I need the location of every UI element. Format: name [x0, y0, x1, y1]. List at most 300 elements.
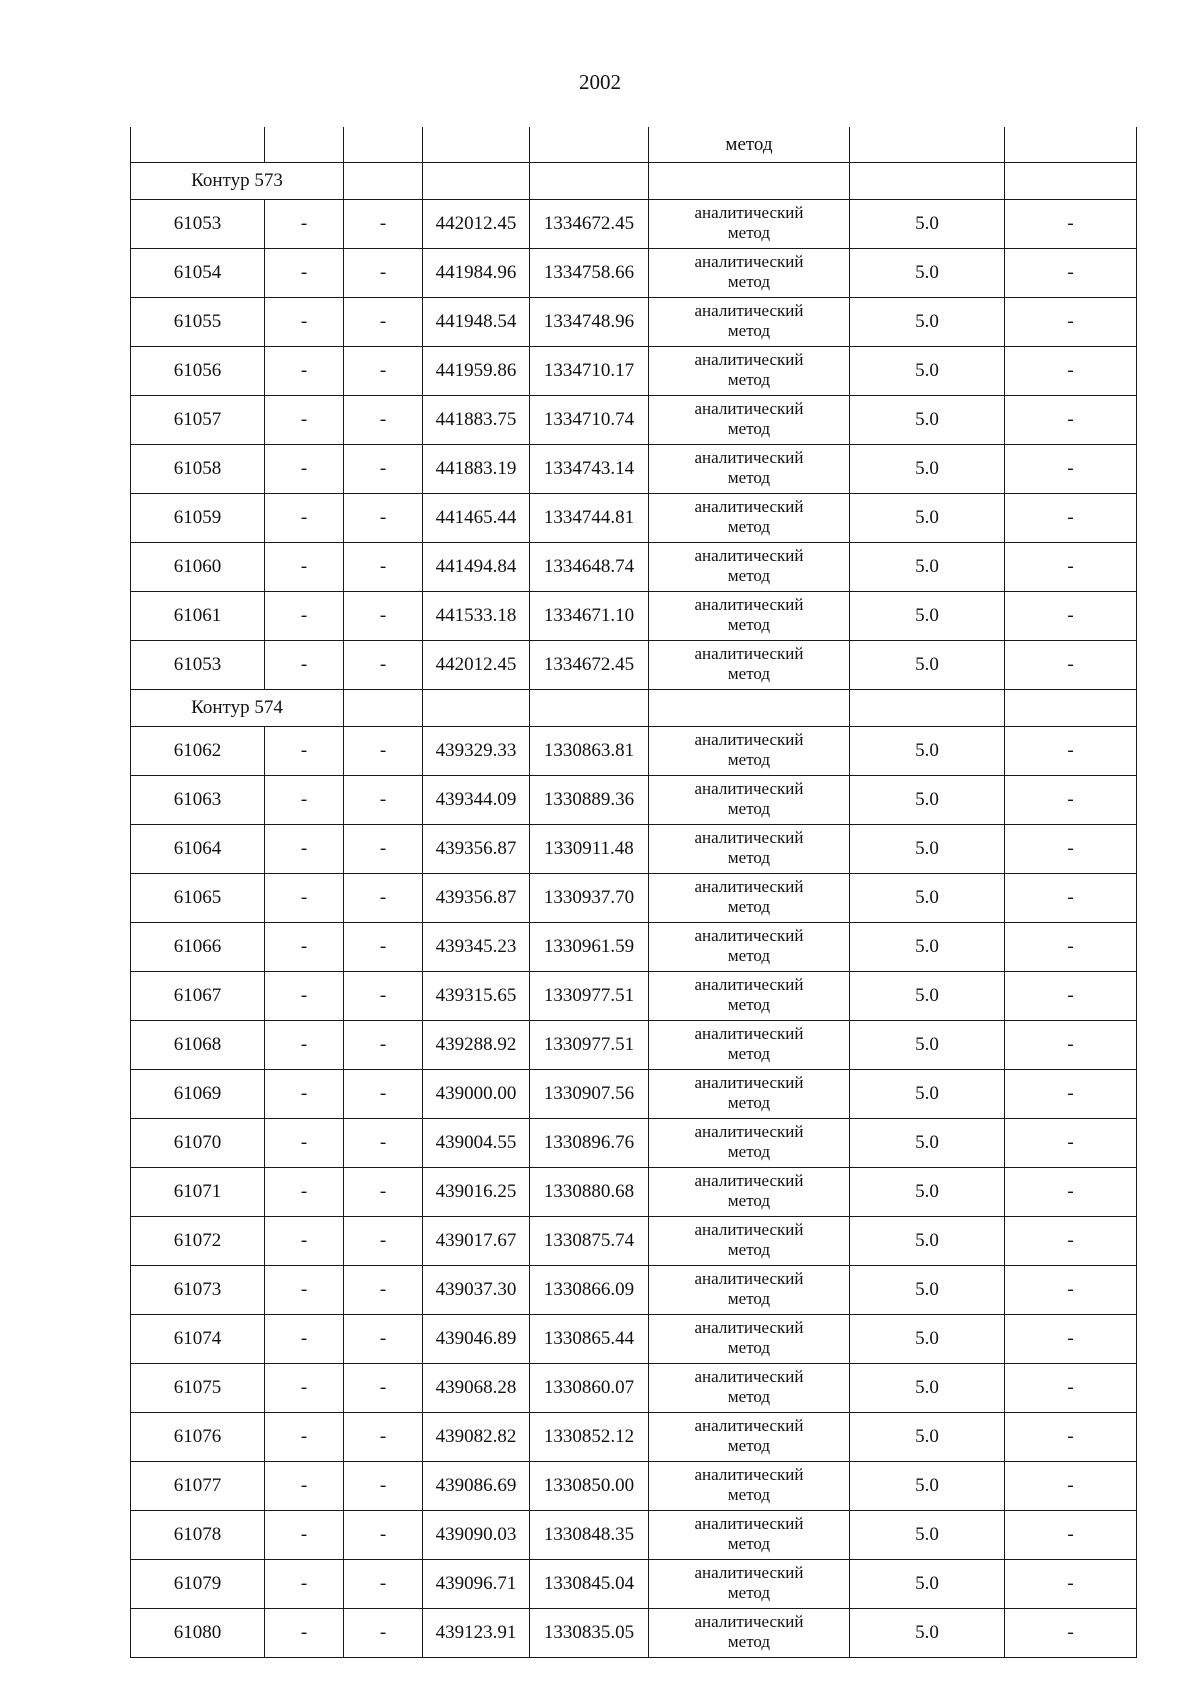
accuracy-cell: 5.0 [850, 923, 1005, 972]
empty-value-cell: - [265, 923, 344, 972]
empty-value-cell: - [344, 923, 423, 972]
y-coordinate-cell: 1334748.96 [530, 298, 649, 347]
accuracy-cell: 5.0 [850, 776, 1005, 825]
point-id-cell: 61080 [131, 1609, 265, 1658]
point-id-cell: 61073 [131, 1266, 265, 1315]
table-row [131, 592, 1137, 641]
note-cell: - [1005, 249, 1137, 298]
method-line-1: аналитический [694, 497, 804, 516]
note-cell: - [1005, 200, 1137, 249]
table-cell [530, 690, 649, 727]
method-line-1: аналитический [694, 448, 804, 467]
method-line-1: аналитический [694, 1612, 804, 1631]
y-coordinate-cell: 1330845.04 [530, 1560, 649, 1609]
table-row [131, 1560, 1137, 1609]
method-line-2: метод [727, 1534, 771, 1553]
table-row [131, 1315, 1137, 1364]
empty-value-cell: - [344, 1462, 423, 1511]
section-header-row [131, 690, 1137, 727]
continuation-row [131, 127, 1137, 163]
method-cell [649, 825, 850, 874]
note-cell: - [1005, 298, 1137, 347]
method-cell [649, 1413, 850, 1462]
accuracy-cell: 5.0 [850, 1119, 1005, 1168]
table-cell [423, 690, 530, 727]
empty-value-cell: - [265, 1609, 344, 1658]
method-line-2: метод [727, 1289, 771, 1308]
x-coordinate-cell: 439123.91 [423, 1609, 530, 1658]
note-cell: - [1005, 1315, 1137, 1364]
accuracy-cell: 5.0 [850, 1462, 1005, 1511]
x-coordinate-cell: 439329.33 [423, 727, 530, 776]
method-line-1: аналитический [694, 877, 804, 896]
method-line-1: аналитический [694, 1073, 804, 1092]
point-id-cell: 61077 [131, 1462, 265, 1511]
empty-value-cell: - [265, 1217, 344, 1266]
y-coordinate-cell: 1330848.35 [530, 1511, 649, 1560]
y-coordinate-cell: 1330977.51 [530, 1021, 649, 1070]
empty-value-cell: - [344, 825, 423, 874]
y-coordinate-cell: 1334671.10 [530, 592, 649, 641]
table-cell [649, 163, 850, 200]
empty-value-cell: - [344, 445, 423, 494]
point-id-cell: 61066 [131, 923, 265, 972]
table-cell [423, 163, 530, 200]
x-coordinate-cell: 439037.30 [423, 1266, 530, 1315]
point-id-cell: 61070 [131, 1119, 265, 1168]
y-coordinate-cell: 1330977.51 [530, 972, 649, 1021]
table-row [131, 776, 1137, 825]
table-row [131, 641, 1137, 690]
method-line-2: метод [727, 1044, 771, 1063]
empty-value-cell: - [344, 249, 423, 298]
y-coordinate-cell: 1330835.05 [530, 1609, 649, 1658]
x-coordinate-cell: 439345.23 [423, 923, 530, 972]
table-row [131, 1119, 1137, 1168]
table-row [131, 298, 1137, 347]
accuracy-cell: 5.0 [850, 396, 1005, 445]
method-line-1: аналитический [694, 252, 804, 271]
empty-value-cell: - [265, 874, 344, 923]
y-coordinate-cell: 1334710.17 [530, 347, 649, 396]
empty-value-cell: - [265, 1315, 344, 1364]
empty-value-cell: - [265, 1119, 344, 1168]
empty-value-cell: - [344, 1021, 423, 1070]
empty-value-cell: - [344, 1119, 423, 1168]
empty-value-cell: - [265, 445, 344, 494]
method-line-1: аналитический [694, 301, 804, 320]
table-cell [1005, 690, 1137, 727]
method-cell [649, 1560, 850, 1609]
method-line-2: метод [727, 1338, 771, 1357]
method-line-2: метод [727, 995, 771, 1014]
accuracy-cell: 5.0 [850, 592, 1005, 641]
y-coordinate-cell: 1330866.09 [530, 1266, 649, 1315]
note-cell: - [1005, 592, 1137, 641]
x-coordinate-cell: 441959.86 [423, 347, 530, 396]
empty-value-cell: - [265, 1168, 344, 1217]
point-id-cell: 61079 [131, 1560, 265, 1609]
point-id-cell: 61069 [131, 1070, 265, 1119]
table-cell [131, 127, 265, 163]
empty-value-cell: - [344, 298, 423, 347]
method-cell [649, 1070, 850, 1119]
method-cell [649, 1119, 850, 1168]
empty-value-cell: - [344, 874, 423, 923]
table-cell [344, 690, 423, 727]
empty-value-cell: - [344, 1609, 423, 1658]
method-line-2: метод [727, 223, 771, 242]
empty-value-cell: - [265, 347, 344, 396]
method-line-1: аналитический [694, 203, 804, 222]
table-row [131, 825, 1137, 874]
empty-value-cell: - [344, 1070, 423, 1119]
empty-value-cell: - [265, 727, 344, 776]
note-cell: - [1005, 727, 1137, 776]
y-coordinate-cell: 1334758.66 [530, 249, 649, 298]
accuracy-cell: 5.0 [850, 249, 1005, 298]
y-coordinate-cell: 1330852.12 [530, 1413, 649, 1462]
method-line-1: аналитический [694, 1220, 804, 1239]
note-cell: - [1005, 1364, 1137, 1413]
empty-value-cell: - [265, 1364, 344, 1413]
accuracy-cell: 5.0 [850, 1315, 1005, 1364]
table-row [131, 1364, 1137, 1413]
x-coordinate-cell: 439344.09 [423, 776, 530, 825]
method-cell [649, 727, 850, 776]
x-coordinate-cell: 439090.03 [423, 1511, 530, 1560]
table-cell [423, 127, 530, 163]
table-row [131, 249, 1137, 298]
method-line-1: аналитический [694, 644, 804, 663]
y-coordinate-cell: 1330860.07 [530, 1364, 649, 1413]
x-coordinate-cell: 439046.89 [423, 1315, 530, 1364]
empty-value-cell: - [265, 972, 344, 1021]
table-cell [530, 163, 649, 200]
point-id-cell: 61064 [131, 825, 265, 874]
empty-value-cell: - [344, 972, 423, 1021]
x-coordinate-cell: 441533.18 [423, 592, 530, 641]
table-row [131, 1609, 1137, 1658]
accuracy-cell: 5.0 [850, 445, 1005, 494]
method-line-2: метод [727, 566, 771, 585]
x-coordinate-cell: 441494.84 [423, 543, 530, 592]
method-line-2: метод [727, 321, 771, 340]
empty-value-cell: - [344, 1511, 423, 1560]
method-line-2: метод [727, 419, 771, 438]
table-cell [850, 127, 1005, 163]
method-cell [649, 494, 850, 543]
x-coordinate-cell: 439315.65 [423, 972, 530, 1021]
method-cell [649, 923, 850, 972]
method-line-2: метод [727, 946, 771, 965]
method-line-1: аналитический [694, 730, 804, 749]
x-coordinate-cell: 439288.92 [423, 1021, 530, 1070]
empty-value-cell: - [265, 1560, 344, 1609]
note-cell: - [1005, 825, 1137, 874]
y-coordinate-cell: 1330863.81 [530, 727, 649, 776]
method-cell: метод [649, 127, 850, 163]
x-coordinate-cell: 439068.28 [423, 1364, 530, 1413]
table-row [131, 1070, 1137, 1119]
note-cell: - [1005, 1021, 1137, 1070]
accuracy-cell: 5.0 [850, 1609, 1005, 1658]
empty-value-cell: - [265, 200, 344, 249]
accuracy-cell: 5.0 [850, 727, 1005, 776]
table-row [131, 396, 1137, 445]
method-line-1: аналитический [694, 1367, 804, 1386]
accuracy-cell: 5.0 [850, 1511, 1005, 1560]
note-cell: - [1005, 1511, 1137, 1560]
method-line-1: аналитический [694, 546, 804, 565]
empty-value-cell: - [265, 641, 344, 690]
table-row [131, 1266, 1137, 1315]
method-cell [649, 1266, 850, 1315]
note-cell: - [1005, 1609, 1137, 1658]
empty-value-cell: - [344, 543, 423, 592]
accuracy-cell: 5.0 [850, 1070, 1005, 1119]
method-cell [649, 1609, 850, 1658]
method-cell [649, 1462, 850, 1511]
table-row [131, 1511, 1137, 1560]
empty-value-cell: - [344, 1413, 423, 1462]
point-id-cell: 61065 [131, 874, 265, 923]
empty-value-cell: - [265, 249, 344, 298]
page-number: 2002 [579, 70, 621, 94]
empty-value-cell: - [344, 1217, 423, 1266]
empty-value-cell: - [344, 776, 423, 825]
x-coordinate-cell: 442012.45 [423, 641, 530, 690]
empty-value-cell: - [344, 1168, 423, 1217]
note-cell: - [1005, 776, 1137, 825]
point-id-cell: 61061 [131, 592, 265, 641]
empty-value-cell: - [265, 1462, 344, 1511]
empty-value-cell: - [344, 592, 423, 641]
note-cell: - [1005, 641, 1137, 690]
point-id-cell: 61059 [131, 494, 265, 543]
method-cell [649, 1168, 850, 1217]
x-coordinate-cell: 441984.96 [423, 249, 530, 298]
empty-value-cell: - [265, 1511, 344, 1560]
empty-value-cell: - [265, 1266, 344, 1315]
method-cell [649, 543, 850, 592]
method-line-2: метод [727, 750, 771, 769]
point-id-cell: 61054 [131, 249, 265, 298]
y-coordinate-cell: 1334744.81 [530, 494, 649, 543]
note-cell: - [1005, 1217, 1137, 1266]
method-cell [649, 641, 850, 690]
table-body [131, 127, 1137, 1658]
x-coordinate-cell: 439082.82 [423, 1413, 530, 1462]
method-line-1: аналитический [694, 1171, 804, 1190]
accuracy-cell: 5.0 [850, 543, 1005, 592]
accuracy-cell: 5.0 [850, 825, 1005, 874]
point-id-cell: 61058 [131, 445, 265, 494]
point-id-cell: 61055 [131, 298, 265, 347]
table-row [131, 445, 1137, 494]
method-line-1: аналитический [694, 926, 804, 945]
empty-value-cell: - [344, 727, 423, 776]
method-line-1: аналитический [694, 828, 804, 847]
table-row [131, 1413, 1137, 1462]
point-id-cell: 61063 [131, 776, 265, 825]
point-id-cell: 61056 [131, 347, 265, 396]
x-coordinate-cell: 439096.71 [423, 1560, 530, 1609]
method-cell [649, 874, 850, 923]
method-line-1: аналитический [694, 1024, 804, 1043]
point-id-cell: 61053 [131, 641, 265, 690]
empty-value-cell: - [344, 347, 423, 396]
table-cell [1005, 127, 1137, 163]
table-row [131, 1168, 1137, 1217]
empty-value-cell: - [265, 1413, 344, 1462]
note-cell: - [1005, 874, 1137, 923]
y-coordinate-cell: 1330850.00 [530, 1462, 649, 1511]
empty-value-cell: - [265, 825, 344, 874]
method-line-2: метод [727, 370, 771, 389]
y-coordinate-cell: 1330961.59 [530, 923, 649, 972]
accuracy-cell: 5.0 [850, 1266, 1005, 1315]
accuracy-cell: 5.0 [850, 1560, 1005, 1609]
y-coordinate-cell: 1330911.48 [530, 825, 649, 874]
table-cell [265, 127, 344, 163]
empty-value-cell: - [344, 1364, 423, 1413]
table-cell [1005, 163, 1137, 200]
y-coordinate-cell: 1330907.56 [530, 1070, 649, 1119]
note-cell: - [1005, 1168, 1137, 1217]
table-cell [850, 690, 1005, 727]
x-coordinate-cell: 442012.45 [423, 200, 530, 249]
x-coordinate-cell: 439356.87 [423, 825, 530, 874]
method-line-2: метод [727, 1632, 771, 1651]
accuracy-cell: 5.0 [850, 641, 1005, 690]
method-line-2: метод [727, 897, 771, 916]
accuracy-cell: 5.0 [850, 494, 1005, 543]
note-cell: - [1005, 1560, 1137, 1609]
section-label: Контур 573 [131, 163, 344, 200]
point-id-cell: 61053 [131, 200, 265, 249]
point-id-cell: 61067 [131, 972, 265, 1021]
note-cell: - [1005, 1070, 1137, 1119]
x-coordinate-cell: 441883.19 [423, 445, 530, 494]
method-line-1: аналитический [694, 975, 804, 994]
table-row [131, 923, 1137, 972]
note-cell: - [1005, 396, 1137, 445]
method-line-1: аналитический [694, 779, 804, 798]
y-coordinate-cell: 1334710.74 [530, 396, 649, 445]
empty-value-cell: - [344, 1266, 423, 1315]
method-line-2: метод [727, 848, 771, 867]
empty-value-cell: - [344, 396, 423, 445]
method-line-2: метод [727, 272, 771, 291]
x-coordinate-cell: 439004.55 [423, 1119, 530, 1168]
table-row [131, 874, 1137, 923]
y-coordinate-cell: 1334648.74 [530, 543, 649, 592]
method-cell [649, 972, 850, 1021]
method-cell [649, 1511, 850, 1560]
method-line-2: метод [727, 1583, 771, 1602]
table-cell [530, 127, 649, 163]
empty-value-cell: - [265, 1070, 344, 1119]
note-cell: - [1005, 494, 1137, 543]
empty-value-cell: - [344, 641, 423, 690]
table-row [131, 1021, 1137, 1070]
point-id-cell: 61076 [131, 1413, 265, 1462]
accuracy-cell: 5.0 [850, 874, 1005, 923]
empty-value-cell: - [265, 776, 344, 825]
accuracy-cell: 5.0 [850, 1021, 1005, 1070]
note-cell: - [1005, 445, 1137, 494]
method-cell [649, 347, 850, 396]
accuracy-cell: 5.0 [850, 1168, 1005, 1217]
point-id-cell: 61068 [131, 1021, 265, 1070]
y-coordinate-cell: 1330896.76 [530, 1119, 649, 1168]
accuracy-cell: 5.0 [850, 972, 1005, 1021]
table-row [131, 200, 1137, 249]
note-cell: - [1005, 923, 1137, 972]
note-cell: - [1005, 1266, 1137, 1315]
method-line-1: аналитический [694, 1318, 804, 1337]
point-id-cell: 61057 [131, 396, 265, 445]
y-coordinate-cell: 1330880.68 [530, 1168, 649, 1217]
table-cell [344, 127, 423, 163]
empty-value-cell: - [344, 1315, 423, 1364]
empty-value-cell: - [265, 1021, 344, 1070]
point-id-cell: 61072 [131, 1217, 265, 1266]
y-coordinate-cell: 1330889.36 [530, 776, 649, 825]
table-row [131, 1462, 1137, 1511]
empty-value-cell: - [265, 298, 344, 347]
method-cell [649, 249, 850, 298]
accuracy-cell: 5.0 [850, 1364, 1005, 1413]
y-coordinate-cell: 1334743.14 [530, 445, 649, 494]
method-line-2: метод [727, 1240, 771, 1259]
method-line-1: аналитический [694, 1416, 804, 1435]
method-line-1: аналитический [694, 399, 804, 418]
section-header-row [131, 163, 1137, 200]
accuracy-cell: 5.0 [850, 1217, 1005, 1266]
method-cell [649, 1315, 850, 1364]
point-id-cell: 61060 [131, 543, 265, 592]
x-coordinate-cell: 441883.75 [423, 396, 530, 445]
point-id-cell: 61078 [131, 1511, 265, 1560]
method-line-2: метод [727, 1485, 771, 1504]
coordinates-table [130, 127, 1137, 1658]
method-line-2: метод [727, 664, 771, 683]
x-coordinate-cell: 439356.87 [423, 874, 530, 923]
y-coordinate-cell: 1334672.45 [530, 641, 649, 690]
method-line-1: аналитический [694, 1269, 804, 1288]
method-line-1: аналитический [694, 1465, 804, 1484]
empty-value-cell: - [344, 494, 423, 543]
table-cell [649, 690, 850, 727]
method-line-1: аналитический [694, 1563, 804, 1582]
table-row [131, 347, 1137, 396]
method-line-1: аналитический [694, 1122, 804, 1141]
method-cell [649, 1364, 850, 1413]
accuracy-cell: 5.0 [850, 347, 1005, 396]
method-cell [649, 1217, 850, 1266]
note-cell: - [1005, 972, 1137, 1021]
empty-value-cell: - [344, 1560, 423, 1609]
method-line-2: метод [727, 468, 771, 487]
table-cell [850, 163, 1005, 200]
table-cell [344, 163, 423, 200]
point-id-cell: 61075 [131, 1364, 265, 1413]
method-cell [649, 1021, 850, 1070]
y-coordinate-cell: 1330937.70 [530, 874, 649, 923]
point-id-cell: 61074 [131, 1315, 265, 1364]
